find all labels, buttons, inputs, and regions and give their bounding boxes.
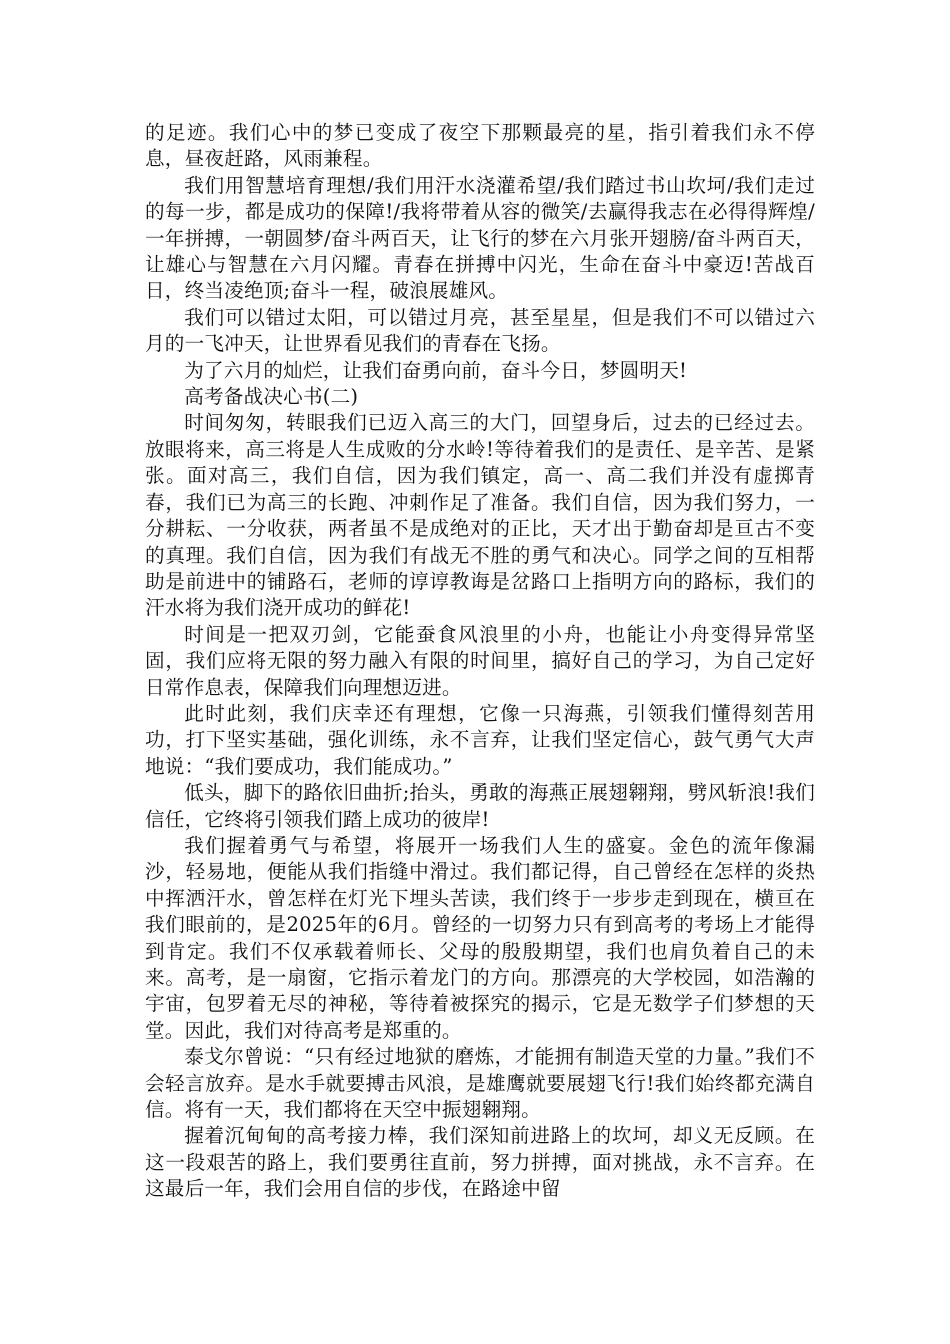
paragraph-1: 的足迹。我们心中的梦已变成了夜空下那颗最亮的星，指引着我们永不停息，昼夜赶路，风雨兼程。 [145,121,815,171]
document-body [145,120,815,1203]
paragraph-9: 我们握着勇气与希望，将展开一场我们人生的盛宴。金色的流年像漏沙，轻易地，便能从我们指缝中滑过。我们都记得，自己曾经在怎样的炎热中挥洒汗水，曾怎样在灯光下埋头苦读，我们终于一步步走到现在，横亘在我们眼前的，是2025年的6月。曾经的一切努力只有到高考的考场上才能得到肯定。我们不仅承载着师长、父母的殷殷期望，我们也肩负着自己的未来。高考，是一扇窗，它指示着龙门的方向。那漂亮的大学校园，如浩瀚的宇宙，包罗着无尽的神秘，等待着被探究的揭示，它是无数学子们梦想的天堂。因此，我们对待高考是郑重的。 [145,833,815,1042]
paragraph-2: 我们用智慧培育理想/我们用汗水浇灌希望/我们踏过书山坎坷/我们走过的每一步，都是成功的保障!/我将带着从容的微笑/去赢得我志在必得得辉煌/一年拼搏，一朝圆梦/奋斗两百天，让飞行的梦在六月张开翅膀/奋斗两百天，让雄心与智慧在六月闪耀。青春在拼搏中闪光，生命在奋斗中豪迈!苦战百日，终当凌绝顶;奋斗一程，破浪展雄风。 [145,173,815,303]
paragraph-7: 此时此刻，我们庆幸还有理想，它像一只海燕，引领我们懂得刻苦用功，打下坚实基础，强化训练，永不言弃，让我们坚定信心，鼓气勇气大声地说：“我们要成功，我们能成功。” [145,701,815,778]
paragraph-5: 时间匆匆，转眼我们已迈入高三的大门，回望身后，过去的已经过去。放眼将来，高三将是人生成败的分水岭!等待着我们的是责任、是辛苦、是紧张。面对高三，我们自信，因为我们镇定，高一、高二我们并没有虚掷青春，我们已为高三的长跑、冲刺作足了准备。我们自信，因为我们努力，一分耕耘、一分收获，两者虽不是成绝对的正比，天才出于勤奋却是亘古不变的真理。我们自信，因为我们有战无不胜的勇气和决心。同学之间的互相帮助是前进中的铺路石，老师的谆谆教诲是岔路口上指明方向的路标，我们的汗水将为我们浇开成功的鲜花! [145,411,815,620]
paragraph-3: 我们可以错过太阳，可以错过月亮，甚至星星，但是我们不可以错过六月的一飞冲天，让世界看见我们的青春在飞扬。 [145,305,815,356]
paragraph-11: 握着沉甸甸的高考接力棒，我们深知前进路上的坎坷，却义无反顾。在这一段艰苦的路上，我们要勇往直前，努力拼搏，面对挑战，永不言弃。在这最后一年，我们会用自信的步伐，在路途中留 [145,1124,815,1201]
paragraph-4: 为了六月的灿烂，让我们奋勇向前，奋斗今日，梦圆明天! [184,358,688,382]
paragraph-10: 泰戈尔曾说：“只有经过地狱的磨炼，才能拥有制造天堂的力量。”我们不会轻言放弃。是水手就要搏击风浪，是雄鹰就要展翅飞行!我们始终都充满自信。将有一天，我们都将在天空中振翅翱翔。 [145,1045,815,1122]
paragraph-8: 低头，脚下的路依旧曲折;抬头，勇敢的海燕正展翅翱翔，劈风斩浪!我们信任，它终将引领我们踏上成功的彼岸! [145,781,815,831]
section-heading: 高考备战决心书(二) [184,385,359,409]
paragraph-6: 时间是一把双刃剑，它能蚕食风浪里的小舟，也能让小舟变得异常坚固，我们应将无限的努力融入有限的时间里，搞好自己的学习，为自己定好日常作息表，保障我们向理想迈进。 [145,622,815,699]
